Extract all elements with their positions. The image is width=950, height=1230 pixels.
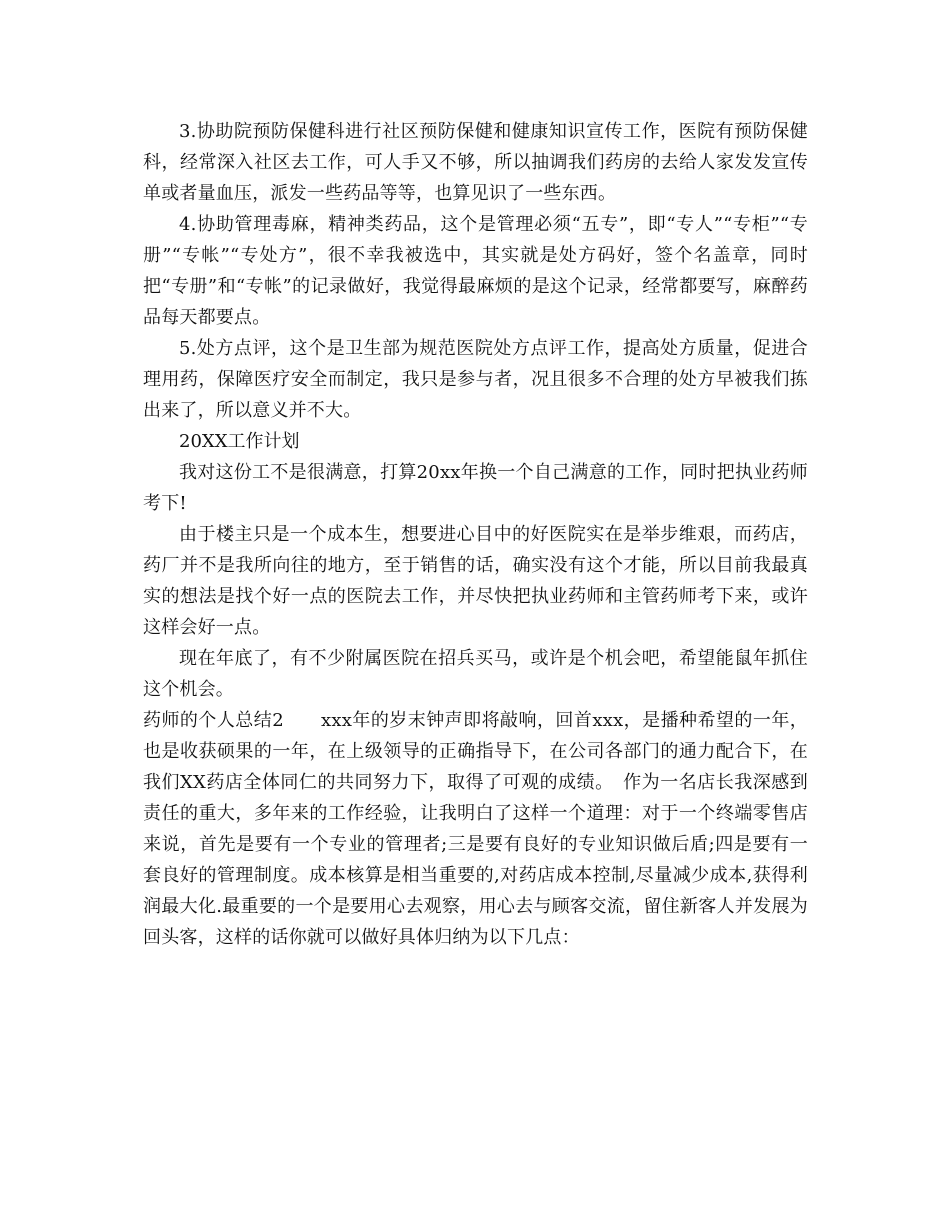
paragraph-item-5: 5.处方点评，这个是卫生部为规范医院处方点评工作，提高处方质量，促进合理用药，保障医疗安全而制定，我只是参与者，况且很多不合理的处方早被我们拣出来了，所以意义并不大。 xyxy=(143,338,808,421)
document-body xyxy=(143,116,808,953)
paragraph-plan-detail: 由于楼主只是一个成本生，想要进心目中的好医院实在是举步维艰，而药店，药厂并不是我所向往的地方，至于销售的话，确实没有这个才能，所以目前我最真实的想法是找个好一点的医院去工作，并尽快把执业药师和主管药师考下来，或许这样会好一点。 xyxy=(143,524,808,638)
section-heading-work-plan: 20XX工作计划 xyxy=(179,431,300,452)
paragraph-plan-closing: 现在年底了，有不少附属医院在招兵买马，或许是个机会吧，希望能鼠年抓住这个机会。 xyxy=(143,648,808,700)
paragraph-item-3: 3.协助院预防保健科进行社区预防保健和健康知识宣传工作，医院有预防保健科，经常深入社区去工作，可人手又不够，所以抽调我们药房的去给人家发发宣传单或者量血压，派发一些药品等等，也算见识了一些东西。 xyxy=(143,121,808,204)
paragraph-item-4: 4.协助管理毒麻，精神类药品，这个是管理必须“五专”，即“专人”“专柜”“专册”“专帐”“专处方”，很不幸我被选中，其实就是处方码好，签个名盖章，同时把“专册”和“专帐”的记录做好，我觉得最麻烦的是这个记录，经常都要写，麻醉药品每天都要点。 xyxy=(143,214,808,328)
paragraph-plan-intro: 我对这份工不是很满意，打算20xx年换一个自己满意的工作，同时把执业药师考下! xyxy=(143,462,808,514)
paragraph-summary-2: 药师的个人总结2 xxx年的岁末钟声即将敲响，回首xxx，是播种希望的一年，也是收获硕果的一年，在上级领导的正确指导下，在公司各部门的通力配合下，在我们XX药店全体同仁的共同努力下，取得了可观的成绩。 作为一名店长我深感到责任的重大，多年来的工作经验，让我明白了这样一个道理：对于一个终端零售店来说，首先是要有一个专业的管理者;三是要有良好的专业知识做后盾;四是要有一套良好的管理制度。成本核算是相当重要的,对药店成本控制,尽量减少成本,获得利润最大化.最重要的一个是要用心去观察，用心去与顾客交流，留住新客人并发展为回头客，这样的话你就可以做好具体归纳为以下几点： xyxy=(143,710,808,948)
